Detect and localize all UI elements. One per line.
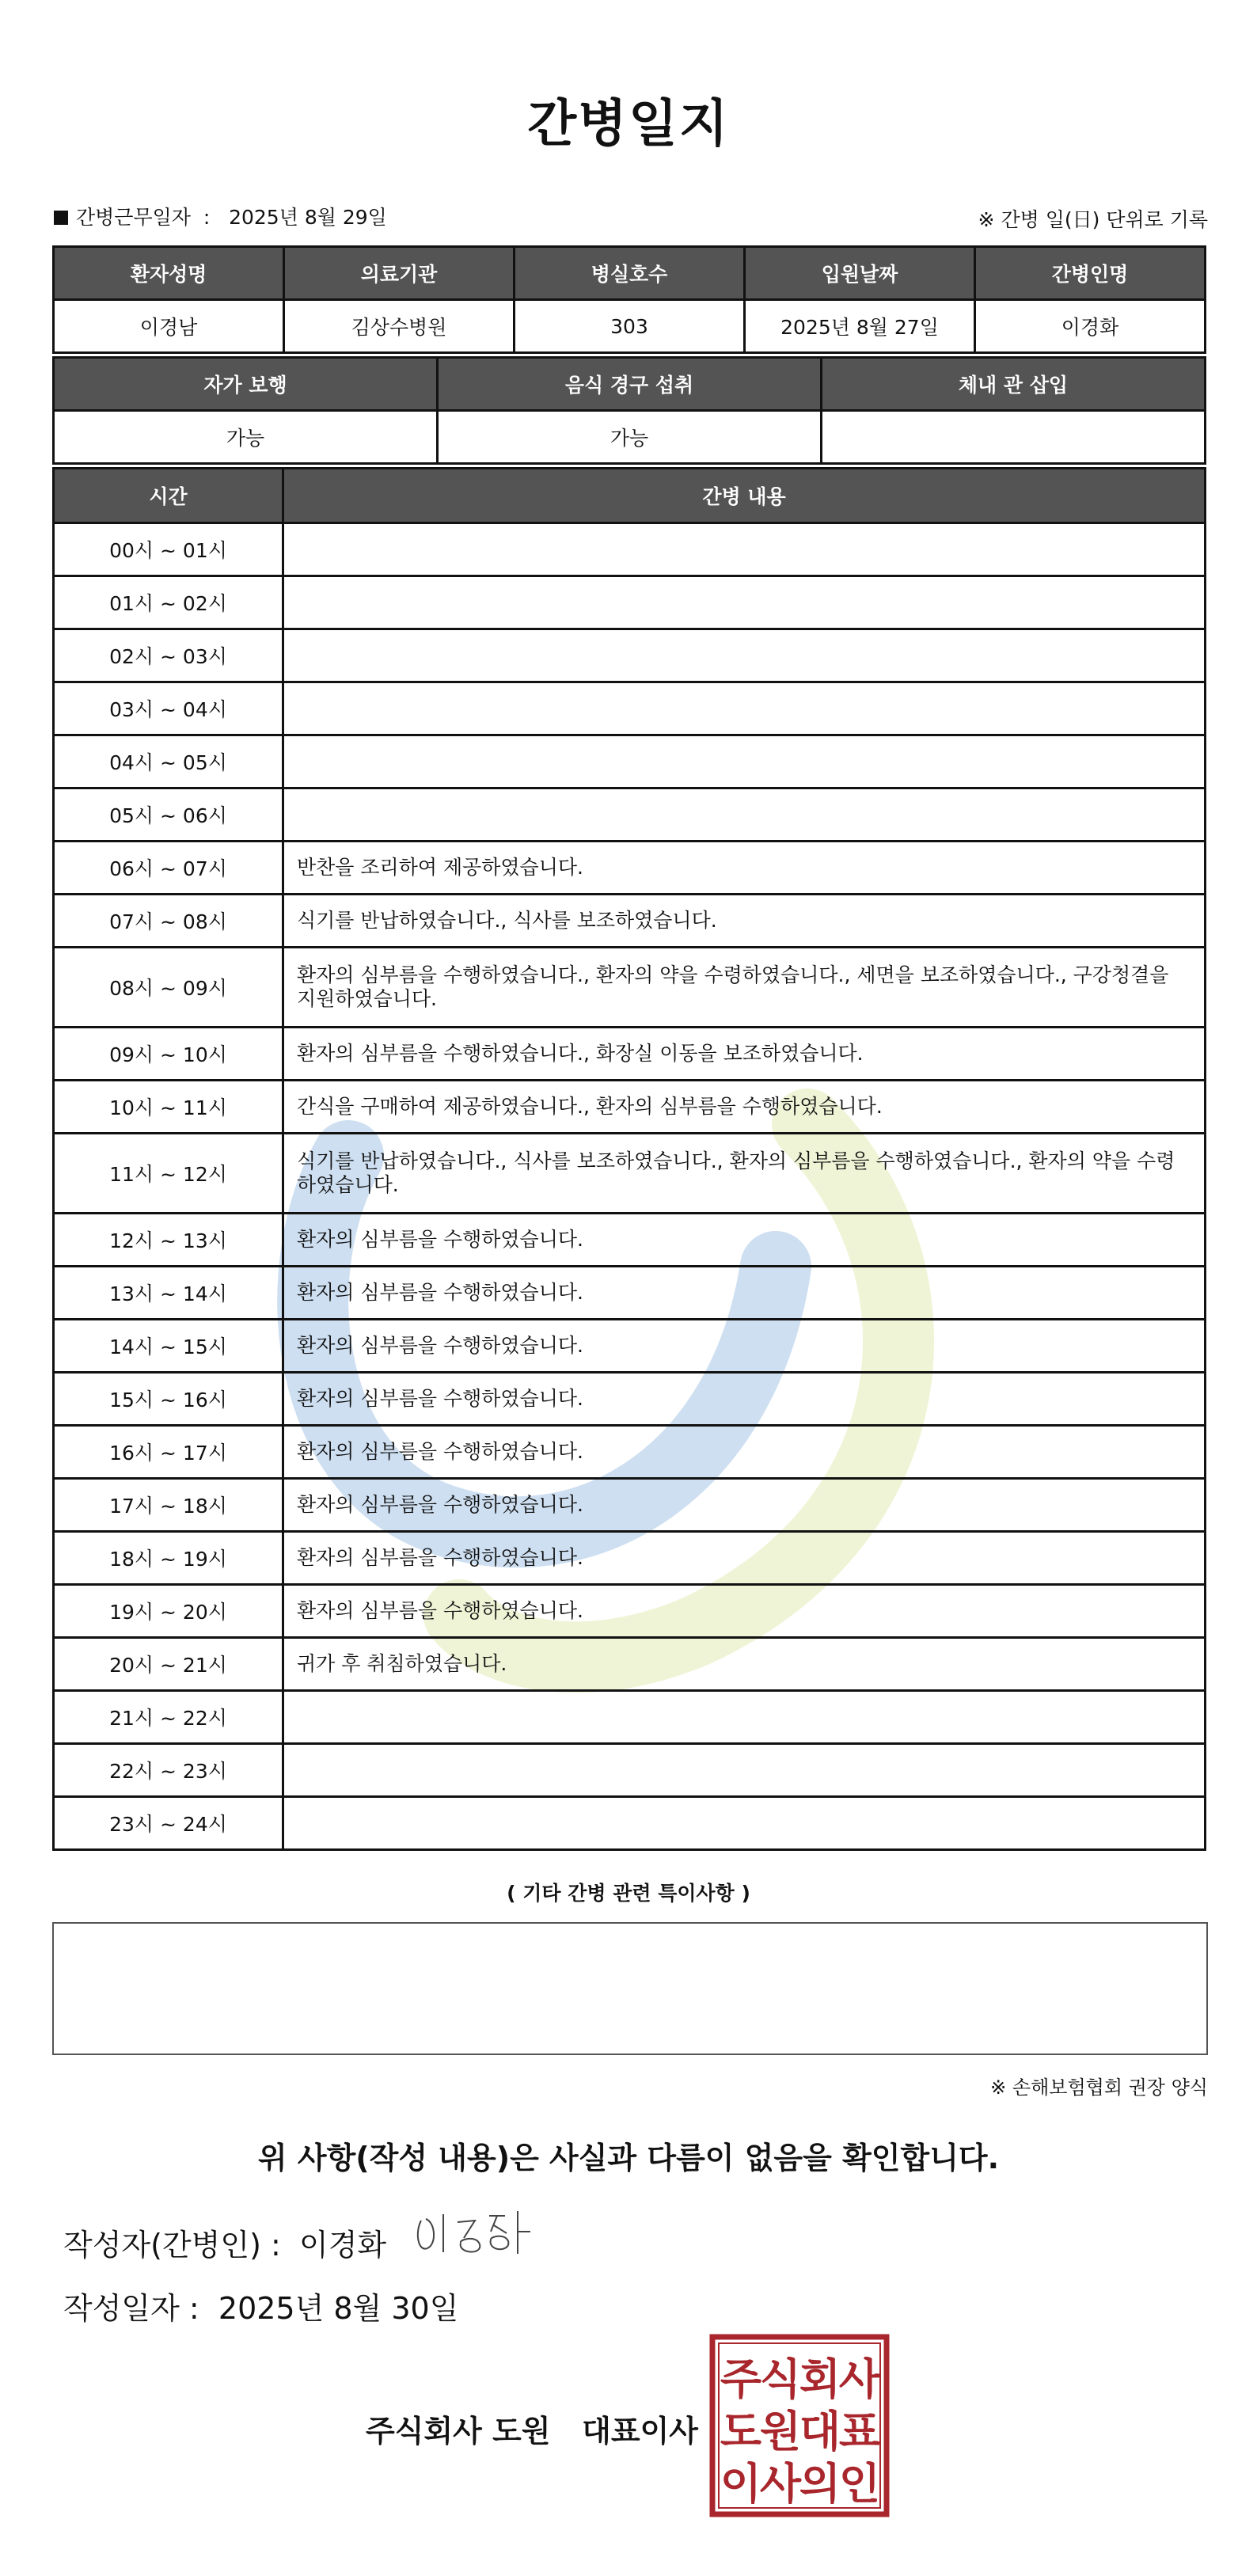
time-slot: 22시 ~ 23시 [54, 1744, 283, 1797]
table-row [54, 948, 1206, 1028]
care-content [283, 629, 1206, 682]
table-row [54, 1426, 1206, 1479]
tube-insertion-value [822, 411, 1206, 464]
care-content: 환자의 심부름을 수행하였습니다., 화장실 이동을 보조하였습니다. [283, 1028, 1206, 1081]
care-content [283, 1744, 1206, 1797]
time-slot: 10시 ~ 11시 [54, 1081, 283, 1134]
time-slot: 16시 ~ 17시 [54, 1426, 283, 1479]
notes-box [52, 1922, 1208, 2055]
unit-note: ※ 간병 일(日) 단위로 기록 [978, 208, 1208, 231]
time-slot: 18시 ~ 19시 [54, 1532, 283, 1585]
header-time: 시간 [54, 469, 283, 523]
time-slot: 14시 ~ 15시 [54, 1320, 283, 1373]
svg-text:표: 표 [838, 2407, 881, 2456]
table-row [54, 1532, 1206, 1585]
table-row [54, 788, 1206, 842]
time-slot: 09시 ~ 10시 [54, 1028, 283, 1081]
svg-text:의: 의 [799, 2459, 841, 2509]
svg-text:식: 식 [759, 2354, 802, 2404]
table-row [54, 1585, 1206, 1638]
header-room: 병실호수 [515, 247, 745, 300]
table-row [54, 576, 1206, 629]
recommend-note: ※ 손해보험협회 권장 양식 [990, 2076, 1208, 2099]
time-slot: 04시 ~ 05시 [54, 735, 283, 788]
table-row [54, 682, 1206, 735]
time-slot: 21시 ~ 22시 [54, 1691, 283, 1744]
svg-text:주: 주 [720, 2354, 762, 2404]
patient-info-table [52, 245, 1206, 354]
time-slot: 05시 ~ 06시 [54, 788, 283, 842]
svg-text:대: 대 [799, 2407, 841, 2456]
header-care-content: 간병 내용 [283, 469, 1206, 523]
care-content: 귀가 후 취침하였습니다. [283, 1638, 1206, 1691]
written-date [63, 2284, 458, 2327]
care-content [283, 788, 1206, 842]
time-slot: 00시 ~ 01시 [54, 523, 283, 576]
company-representative: 주식회사 도원 대표이사 [366, 2414, 698, 2449]
work-date [54, 202, 387, 230]
header-oral-intake: 음식 경구 섭취 [438, 358, 822, 411]
work-date-value: 2025년 8월 29일 [229, 206, 387, 229]
care-log-table [52, 467, 1206, 1851]
admission-date: 2025년 8월 27일 [745, 300, 975, 353]
table-row [54, 1797, 1206, 1850]
care-content [283, 735, 1206, 788]
notes-title: ( 기타 간병 관련 특이사항 ) [507, 1882, 750, 1905]
time-slot: 06시 ~ 07시 [54, 842, 283, 895]
table-row [54, 1267, 1206, 1320]
time-slot: 12시 ~ 13시 [54, 1214, 283, 1267]
table-row [54, 1638, 1206, 1691]
work-date-label: 간병근무일자 [76, 206, 191, 229]
table-row [54, 1214, 1206, 1267]
care-content: 환자의 심부름을 수행하였습니다., 환자의 약을 수령하였습니다., 세면을 보조하였습니다., 구강청결을 지원하였습니다. [283, 948, 1206, 1028]
time-slot: 17시 ~ 18시 [54, 1479, 283, 1532]
document-title: 간병일지 [527, 95, 730, 154]
care-content: 반찬을 조리하여 제공하였습니다. [283, 842, 1206, 895]
caregiver-name: 이경화 [975, 300, 1206, 353]
time-slot: 15시 ~ 16시 [54, 1373, 283, 1426]
care-content [283, 523, 1206, 576]
header-tube-insertion: 체내 관 삽입 [822, 358, 1206, 411]
square-bullet-icon [54, 211, 68, 225]
table-row [54, 1691, 1206, 1744]
table-row [54, 1028, 1206, 1081]
table-row [54, 1744, 1206, 1797]
header-admission-date: 입원날짜 [745, 247, 975, 300]
written-date-value: 2025년 8월 30일 [218, 2291, 459, 2326]
time-slot: 20시 ~ 21시 [54, 1638, 283, 1691]
svg-text:이: 이 [720, 2459, 762, 2509]
self-walking-value: 가능 [54, 411, 438, 464]
care-content: 환자의 심부름을 수행하였습니다. [283, 1532, 1206, 1585]
table-row [54, 1479, 1206, 1532]
work-date-separator: : [203, 206, 211, 229]
table-row [54, 523, 1206, 576]
care-content: 환자의 심부름을 수행하였습니다. [283, 1426, 1206, 1479]
care-content: 환자의 심부름을 수행하였습니다. [283, 1214, 1206, 1267]
time-slot: 01시 ~ 02시 [54, 576, 283, 629]
header-hospital: 의료기관 [284, 247, 515, 300]
care-content: 환자의 심부름을 수행하였습니다. [283, 1373, 1206, 1426]
care-content: 식기를 반납하였습니다., 식사를 보조하였습니다., 환자의 심부름을 수행하였습니다., 환자의 약을 수령하였습니다. [283, 1134, 1206, 1214]
patient-name: 이경남 [54, 300, 284, 353]
care-content: 환자의 심부름을 수행하였습니다. [283, 1585, 1206, 1638]
writer-label: 작성자(간병인) : [63, 2228, 281, 2263]
header-caregiver: 간병인명 [975, 247, 1206, 300]
oral-intake-value: 가능 [438, 411, 822, 464]
care-content [283, 682, 1206, 735]
care-content: 간식을 구매하여 제공하였습니다., 환자의 심부름을 수행하였습니다. [283, 1081, 1206, 1134]
care-content: 환자의 심부름을 수행하였습니다. [283, 1267, 1206, 1320]
time-slot: 11시 ~ 12시 [54, 1134, 283, 1214]
time-slot: 19시 ~ 20시 [54, 1585, 283, 1638]
header-patient-name: 환자성명 [54, 247, 284, 300]
svg-text:인: 인 [838, 2459, 881, 2509]
time-slot: 13시 ~ 14시 [54, 1267, 283, 1320]
table-row [54, 895, 1206, 948]
handwritten-signature [412, 2205, 554, 2260]
company-seal-stamp [709, 2334, 890, 2517]
table-row [54, 1081, 1206, 1134]
table-row [54, 842, 1206, 895]
svg-text:원: 원 [759, 2407, 802, 2456]
care-content [283, 1797, 1206, 1850]
svg-text:사: 사 [838, 2354, 881, 2404]
time-slot: 02시 ~ 03시 [54, 629, 283, 682]
written-date-label: 작성일자 : [63, 2291, 199, 2326]
care-content [283, 576, 1206, 629]
time-slot: 08시 ~ 09시 [54, 948, 283, 1028]
hospital-name: 김상수병원 [284, 300, 515, 353]
time-slot: 03시 ~ 04시 [54, 682, 283, 735]
table-row [54, 629, 1206, 682]
writer-name: 이경화 [299, 2228, 387, 2263]
header-self-walking: 자가 보행 [54, 358, 438, 411]
svg-text:사: 사 [759, 2459, 802, 2509]
table-row [54, 1134, 1206, 1214]
svg-text:도: 도 [720, 2407, 762, 2456]
table-row [54, 1320, 1206, 1373]
care-content: 환자의 심부름을 수행하였습니다. [283, 1479, 1206, 1532]
care-content: 환자의 심부름을 수행하였습니다. [283, 1320, 1206, 1373]
table-row [54, 735, 1206, 788]
svg-text:회: 회 [799, 2354, 841, 2404]
patient-status-table [52, 356, 1206, 465]
confirm-statement: 위 사항(작성 내용)은 사실과 다름이 없음을 확인합니다. [257, 2141, 1000, 2175]
care-content [283, 1691, 1206, 1744]
table-row [54, 1373, 1206, 1426]
time-slot: 23시 ~ 24시 [54, 1797, 283, 1850]
time-slot: 07시 ~ 08시 [54, 895, 283, 948]
room-number: 303 [515, 300, 745, 353]
care-content: 식기를 반납하였습니다., 식사를 보조하였습니다. [283, 895, 1206, 948]
